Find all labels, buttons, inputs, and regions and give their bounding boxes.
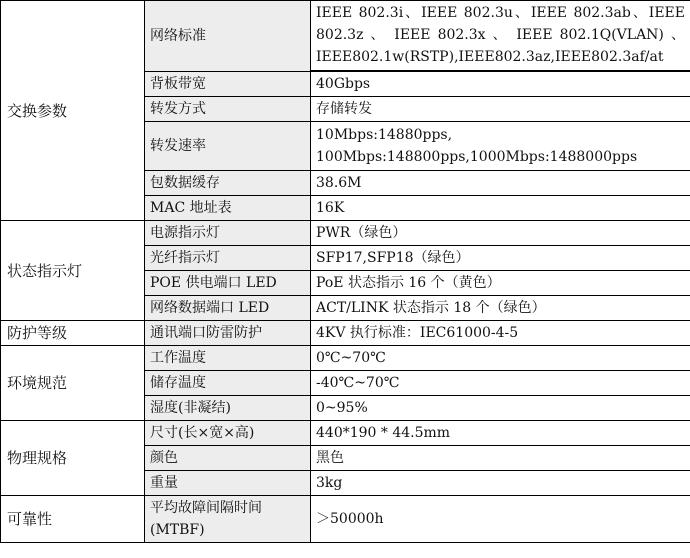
key-cell: 平均故障间隔时间 (MTBF) [145, 496, 311, 543]
value-cell: ＞50000h [311, 496, 690, 543]
key-cell: 网络数据端口 LED [145, 296, 311, 321]
key-cell: 转发方式 [145, 97, 311, 122]
key-cell: 尺寸(长×宽×高) [145, 421, 311, 446]
value-cell: PoE 状态指示 16 个（黄色） [311, 271, 690, 296]
key-cell: 包数据缓存 [145, 171, 311, 196]
category-cell: 交换参数 [1, 1, 145, 221]
table-row [1, 346, 690, 371]
table-row [1, 496, 690, 543]
value-cell: 38.6M [311, 171, 690, 196]
value-cell: 440*190 * 44.5mm [311, 421, 690, 446]
value-cell: PWR（绿色） [311, 221, 690, 246]
value-cell: 4KV 执行标准：IEC61000-4-5 [311, 321, 690, 346]
key-cell: 颜色 [145, 446, 311, 471]
value-cell: IEEE 802.3i、IEEE 802.3u、IEEE 802.3ab、IEEE 802.3z 、 IEEE 802.3x 、 IEEE 802.1Q(VLAN) 、 IEEE802.1w(RSTP),IEEE802.3az,IEEE802.3af/at [311, 1, 690, 71]
value-cell: 16K [311, 196, 690, 221]
value-cell: 存储转发 [311, 97, 690, 122]
value-cell: 3kg [311, 471, 690, 496]
key-cell: 光纤指示灯 [145, 246, 311, 271]
value-cell: 0℃~70℃ [311, 346, 690, 371]
table-row [1, 1, 690, 71]
value-cell: SFP17,SFP18（绿色） [311, 246, 690, 271]
key-cell: 重量 [145, 471, 311, 496]
key-cell: 储存温度 [145, 371, 311, 396]
table-row [1, 321, 690, 346]
key-cell: 工作温度 [145, 346, 311, 371]
value-cell: 40Gbps [311, 72, 690, 97]
key-cell: 湿度(非凝结) [145, 396, 311, 421]
category-cell: 可靠性 [1, 496, 145, 543]
key-cell: 转发速率 [145, 122, 311, 171]
category-cell: 物理规格 [1, 421, 145, 496]
value-cell: 黑色 [311, 446, 690, 471]
value-cell: 10Mbps:14880pps, 100Mbps:148800pps,1000Mbps:1488000pps [311, 122, 690, 171]
table-row [1, 221, 690, 246]
value-cell: -40℃~70℃ [311, 371, 690, 396]
value-cell: 0~95% [311, 396, 690, 421]
category-cell: 环境规范 [1, 346, 145, 421]
key-cell: 背板带宽 [145, 72, 311, 97]
category-cell: 防护等级 [1, 321, 145, 346]
key-cell: 电源指示灯 [145, 221, 311, 246]
category-cell: 状态指示灯 [1, 221, 145, 321]
key-cell: 通讯端口防雷防护 [145, 321, 311, 346]
key-cell: 网络标准 [145, 1, 311, 72]
value-cell: ACT/LINK 状态指示 18 个（绿色） [311, 296, 690, 321]
key-cell: POE 供电端口 LED [145, 271, 311, 296]
table-row [1, 421, 690, 446]
key-cell: MAC 地址表 [145, 196, 311, 221]
